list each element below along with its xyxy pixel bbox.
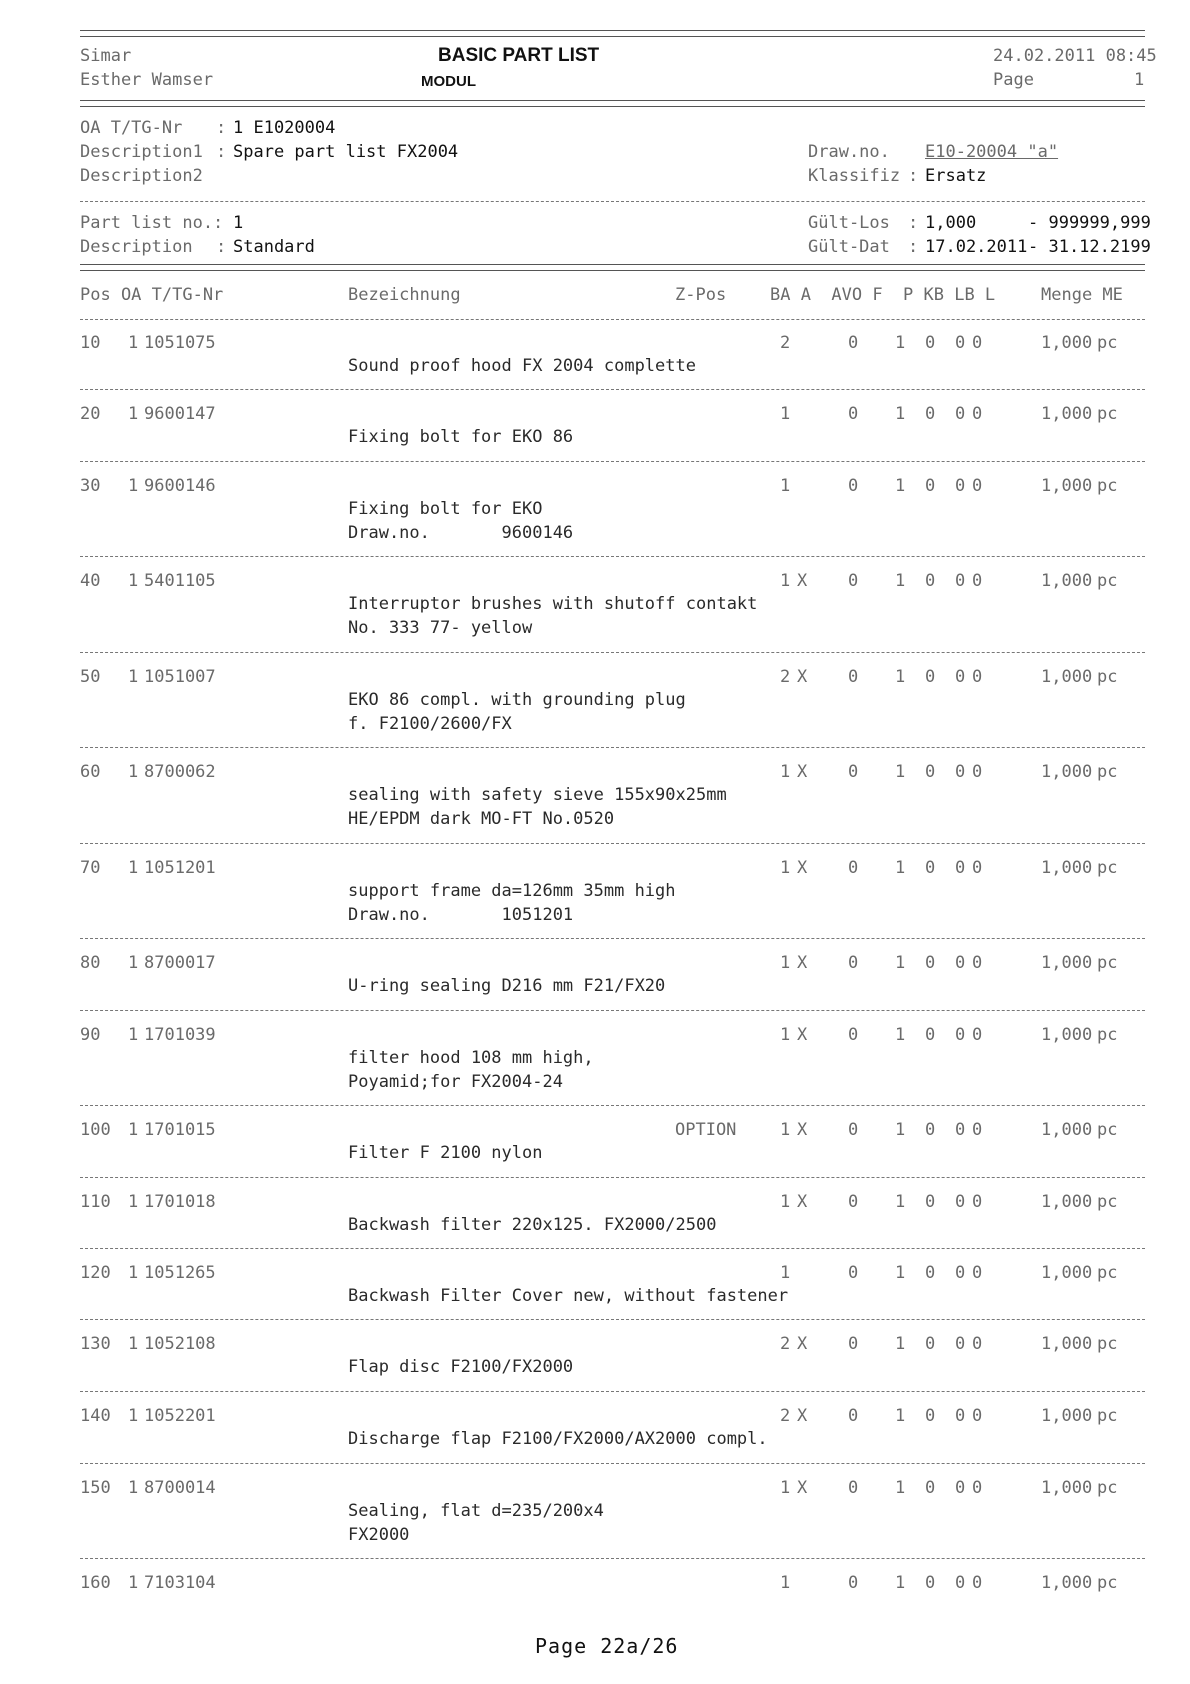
validity-lot-to: - 999999,999 (1028, 213, 1151, 233)
row-oa: 1 (128, 1120, 139, 1140)
row-avo: 0 (848, 953, 859, 973)
row-avo: 0 (848, 1025, 859, 1045)
row-position: 30 (80, 476, 101, 496)
row-kb: 0 (925, 333, 936, 353)
row-unit: pc (1097, 667, 1118, 687)
row-part-number: 8700062 (144, 762, 216, 782)
columns-dashed-rule (80, 319, 1145, 320)
row-avo: 0 (848, 1263, 859, 1283)
row-avo: 0 (848, 333, 859, 353)
row-unit: pc (1097, 1263, 1118, 1283)
row-lb: 0 (955, 1478, 966, 1498)
validity-date-colon: : (908, 237, 919, 257)
row-avo: 0 (848, 1192, 859, 1212)
row-avo: 0 (848, 858, 859, 878)
row-unit: pc (1097, 1406, 1118, 1426)
row-ba: 2 (780, 1334, 791, 1354)
description-value: Standard (233, 237, 315, 257)
row-l: 0 (972, 1478, 983, 1498)
drawing-number-value: E10-20004 "a" (925, 142, 1059, 162)
row-description-line: Flap disc F2100/FX2000 (348, 1357, 574, 1377)
row-ba: 1 (780, 1192, 791, 1212)
row-kb: 0 (925, 1025, 936, 1045)
row-oa: 1 (128, 1478, 139, 1498)
row-separator (80, 1105, 1145, 1106)
row-unit: pc (1097, 1120, 1118, 1140)
row-kb: 0 (925, 1478, 936, 1498)
row-l: 0 (972, 1406, 983, 1426)
row-unit: pc (1097, 476, 1118, 496)
drawing-number-label: Draw.no. (808, 142, 890, 162)
row-l: 0 (972, 762, 983, 782)
row-lb: 0 (955, 1334, 966, 1354)
row-ba: 2 (780, 1406, 791, 1426)
document-title: BASIC PART LIST (438, 45, 600, 66)
row-oa: 1 (128, 571, 139, 591)
row-a-flag: X (797, 1478, 808, 1498)
info-dashed-rule (80, 201, 1145, 202)
row-description-line: Backwash Filter Cover new, without fastener (348, 1286, 789, 1306)
oa-colon: : (216, 118, 227, 138)
row-quantity: 1,000 (1041, 404, 1093, 424)
row-unit: pc (1097, 1334, 1118, 1354)
classification-label: Klassifiz (808, 166, 901, 186)
classification-colon: : (908, 166, 919, 186)
row-p: 1 (895, 953, 906, 973)
row-part-number: 1052108 (144, 1334, 216, 1354)
row-position: 70 (80, 858, 101, 878)
row-kb: 0 (925, 1192, 936, 1212)
row-part-number: 1701015 (144, 1120, 216, 1140)
row-quantity: 1,000 (1041, 1192, 1093, 1212)
row-p: 1 (895, 858, 906, 878)
row-separator (80, 747, 1145, 748)
row-quantity: 1,000 (1041, 953, 1093, 973)
row-p: 1 (895, 1192, 906, 1212)
row-part-number: 7103104 (144, 1573, 216, 1593)
oa-label: OA T/TG-Nr (80, 118, 183, 138)
row-kb: 0 (925, 1334, 936, 1354)
row-a-flag: X (797, 762, 808, 782)
row-kb: 0 (925, 404, 936, 424)
row-ba: 2 (780, 333, 791, 353)
columns-double-rule (80, 264, 1145, 271)
row-ba: 1 (780, 1263, 791, 1283)
row-position: 120 (80, 1263, 111, 1283)
row-unit: pc (1097, 1478, 1118, 1498)
row-unit: pc (1097, 858, 1118, 878)
row-separator (80, 1558, 1145, 1559)
row-lb: 0 (955, 333, 966, 353)
row-part-number: 1051075 (144, 333, 216, 353)
row-ba: 1 (780, 404, 791, 424)
row-description-line: Interruptor brushes with shutoff contakt (348, 594, 758, 614)
row-a-flag: X (797, 1334, 808, 1354)
row-a-flag: X (797, 571, 808, 591)
row-oa: 1 (128, 1406, 139, 1426)
row-quantity: 1,000 (1041, 1025, 1093, 1045)
row-avo: 0 (848, 1478, 859, 1498)
row-lb: 0 (955, 858, 966, 878)
row-a-flag: X (797, 953, 808, 973)
column-header-zpos: Z-Pos (675, 285, 727, 305)
row-unit: pc (1097, 1573, 1118, 1593)
row-lb: 0 (955, 762, 966, 782)
row-kb: 0 (925, 667, 936, 687)
row-unit: pc (1097, 953, 1118, 973)
row-ba: 1 (780, 476, 791, 496)
row-l: 0 (972, 333, 983, 353)
validity-lot-label: Gült-Los (808, 213, 890, 233)
validity-date-from: 17.02.2011 (925, 237, 1028, 257)
row-position: 40 (80, 571, 101, 591)
row-avo: 0 (848, 1334, 859, 1354)
row-unit: pc (1097, 404, 1118, 424)
row-l: 0 (972, 667, 983, 687)
row-unit: pc (1097, 571, 1118, 591)
row-avo: 0 (848, 1120, 859, 1140)
row-part-number: 1701018 (144, 1192, 216, 1212)
row-quantity: 1,000 (1041, 762, 1093, 782)
row-separator (80, 1391, 1145, 1392)
row-unit: pc (1097, 333, 1118, 353)
row-position: 100 (80, 1120, 111, 1140)
row-part-number: 1051007 (144, 667, 216, 687)
row-position: 50 (80, 667, 101, 687)
row-l: 0 (972, 1192, 983, 1212)
row-description-line: Discharge flap F2100/FX2000/AX2000 compl. (348, 1429, 768, 1449)
row-l: 0 (972, 1120, 983, 1140)
row-l: 0 (972, 953, 983, 973)
row-p: 1 (895, 1025, 906, 1045)
row-oa: 1 (128, 1334, 139, 1354)
row-separator (80, 1463, 1145, 1464)
row-description-line: U-ring sealing D216 mm F21/FX20 (348, 976, 666, 996)
row-separator (80, 1177, 1145, 1178)
row-separator (80, 389, 1145, 390)
row-ba: 1 (780, 571, 791, 591)
column-header-quantity: Menge ME (1041, 285, 1123, 305)
row-p: 1 (895, 1263, 906, 1283)
row-lb: 0 (955, 1263, 966, 1283)
row-description-line: Sound proof hood FX 2004 complette (348, 356, 696, 376)
column-header-description: Bezeichnung (348, 285, 461, 305)
page-number: 1 (1134, 70, 1145, 90)
row-kb: 0 (925, 858, 936, 878)
part-list-number-label: Part list no.: (80, 213, 224, 233)
description1-colon: : (216, 142, 227, 162)
row-position: 80 (80, 953, 101, 973)
row-position: 60 (80, 762, 101, 782)
row-a-flag: X (797, 1120, 808, 1140)
row-a-flag: X (797, 1406, 808, 1426)
row-quantity: 1,000 (1041, 333, 1093, 353)
header-double-rule (80, 100, 1145, 107)
validity-date-to: - 31.12.2199 (1028, 237, 1151, 257)
row-description-line: filter hood 108 mm high, (348, 1048, 594, 1068)
row-kb: 0 (925, 1573, 936, 1593)
row-lb: 0 (955, 1406, 966, 1426)
row-description-line: Fixing bolt for EKO (348, 499, 543, 519)
row-separator (80, 938, 1145, 939)
row-p: 1 (895, 762, 906, 782)
row-l: 0 (972, 858, 983, 878)
row-kb: 0 (925, 476, 936, 496)
row-p: 1 (895, 1478, 906, 1498)
row-unit: pc (1097, 1025, 1118, 1045)
row-p: 1 (895, 1406, 906, 1426)
row-description-line: Backwash filter 220x125. FX2000/2500 (348, 1215, 717, 1235)
row-part-number: 9600146 (144, 476, 216, 496)
row-ba: 1 (780, 762, 791, 782)
row-p: 1 (895, 476, 906, 496)
row-lb: 0 (955, 404, 966, 424)
row-part-number: 1701039 (144, 1025, 216, 1045)
row-unit: pc (1097, 762, 1118, 782)
row-ba: 1 (780, 1120, 791, 1140)
row-p: 1 (895, 571, 906, 591)
row-quantity: 1,000 (1041, 1573, 1093, 1593)
row-quantity: 1,000 (1041, 1334, 1093, 1354)
page-label: Page (993, 70, 1034, 90)
row-oa: 1 (128, 1025, 139, 1045)
row-part-number: 9600147 (144, 404, 216, 424)
document-subtitle: MODUL (421, 73, 476, 90)
row-description-line: HE/EPDM dark MO-FT No.0520 (348, 809, 615, 829)
oa-value: 1 E1020004 (233, 118, 336, 138)
row-quantity: 1,000 (1041, 571, 1093, 591)
row-ba: 1 (780, 1025, 791, 1045)
row-part-number: 1051265 (144, 1263, 216, 1283)
row-p: 1 (895, 667, 906, 687)
classification-value: Ersatz (925, 166, 987, 186)
row-quantity: 1,000 (1041, 1120, 1093, 1140)
row-kb: 0 (925, 1406, 936, 1426)
part-list-number-value: 1 (233, 213, 244, 233)
row-part-number: 1052201 (144, 1406, 216, 1426)
row-oa: 1 (128, 1192, 139, 1212)
row-lb: 0 (955, 1025, 966, 1045)
row-ba: 1 (780, 1478, 791, 1498)
company-name: Simar (80, 46, 132, 66)
row-ba: 1 (780, 858, 791, 878)
row-position: 110 (80, 1192, 111, 1212)
row-oa: 1 (128, 333, 139, 353)
row-description-line: sealing with safety sieve 155x90x25mm (348, 785, 727, 805)
row-separator (80, 843, 1145, 844)
row-position: 160 (80, 1573, 111, 1593)
row-l: 0 (972, 404, 983, 424)
row-oa: 1 (128, 1573, 139, 1593)
row-quantity: 1,000 (1041, 858, 1093, 878)
row-kb: 0 (925, 953, 936, 973)
row-quantity: 1,000 (1041, 1263, 1093, 1283)
row-lb: 0 (955, 1192, 966, 1212)
row-part-number: 5401105 (144, 571, 216, 591)
row-avo: 0 (848, 667, 859, 687)
row-avo: 0 (848, 762, 859, 782)
row-description-line: Fixing bolt for EKO 86 (348, 427, 574, 447)
row-avo: 0 (848, 404, 859, 424)
row-description-line: Draw.no. 1051201 (348, 905, 574, 925)
row-lb: 0 (955, 1120, 966, 1140)
row-ba: 1 (780, 1573, 791, 1593)
row-zpos: OPTION (675, 1120, 737, 1140)
row-part-number: 8700014 (144, 1478, 216, 1498)
row-description-line: support frame da=126mm 35mm high (348, 881, 676, 901)
row-lb: 0 (955, 667, 966, 687)
row-description-line: Filter F 2100 nylon (348, 1143, 543, 1163)
row-quantity: 1,000 (1041, 667, 1093, 687)
column-header-pos: Pos OA T/TG-Nr (80, 285, 224, 305)
row-kb: 0 (925, 1120, 936, 1140)
description2-label: Description2 (80, 166, 203, 186)
row-lb: 0 (955, 476, 966, 496)
row-description-line: Poyamid;for FX2004-24 (348, 1072, 563, 1092)
row-kb: 0 (925, 1263, 936, 1283)
description1-label: Description1 (80, 142, 203, 162)
validity-lot-colon: : (908, 213, 919, 233)
row-description-line: FX2000 (348, 1525, 410, 1545)
row-lb: 0 (955, 1573, 966, 1593)
row-description-line: EKO 86 compl. with grounding plug (348, 690, 686, 710)
row-l: 0 (972, 1025, 983, 1045)
row-l: 0 (972, 1263, 983, 1283)
row-oa: 1 (128, 1263, 139, 1283)
row-p: 1 (895, 333, 906, 353)
row-description-line: Draw.no. 9600146 (348, 523, 574, 543)
row-part-number: 1051201 (144, 858, 216, 878)
row-p: 1 (895, 1120, 906, 1140)
row-separator (80, 461, 1145, 462)
row-oa: 1 (128, 476, 139, 496)
row-l: 0 (972, 571, 983, 591)
row-position: 90 (80, 1025, 101, 1045)
row-avo: 0 (848, 476, 859, 496)
description-colon: : (216, 237, 227, 257)
row-separator (80, 556, 1145, 557)
row-l: 0 (972, 476, 983, 496)
row-avo: 0 (848, 1406, 859, 1426)
row-a-flag: X (797, 858, 808, 878)
row-position: 140 (80, 1406, 111, 1426)
row-oa: 1 (128, 667, 139, 687)
row-ba: 2 (780, 667, 791, 687)
row-avo: 0 (848, 1573, 859, 1593)
row-ba: 1 (780, 953, 791, 973)
top-double-rule (80, 30, 1145, 37)
row-part-number: 8700017 (144, 953, 216, 973)
row-oa: 1 (128, 404, 139, 424)
row-oa: 1 (128, 858, 139, 878)
row-oa: 1 (128, 762, 139, 782)
row-description-line: Sealing, flat d=235/200x4 (348, 1501, 604, 1521)
row-quantity: 1,000 (1041, 476, 1093, 496)
validity-lot-from: 1,000 (925, 213, 977, 233)
row-quantity: 1,000 (1041, 1406, 1093, 1426)
column-header-flags: BA A AVO F P KB LB L (770, 285, 996, 305)
row-l: 0 (972, 1334, 983, 1354)
row-position: 10 (80, 333, 101, 353)
user-name: Esther Wamser (80, 70, 214, 90)
row-separator (80, 1248, 1145, 1249)
row-quantity: 1,000 (1041, 1478, 1093, 1498)
row-unit: pc (1097, 1192, 1118, 1212)
row-position: 150 (80, 1478, 111, 1498)
row-lb: 0 (955, 953, 966, 973)
row-p: 1 (895, 1334, 906, 1354)
description-label: Description (80, 237, 193, 257)
row-description-line: f. F2100/2600/FX (348, 714, 512, 734)
row-description-line: No. 333 77- yellow (348, 618, 533, 638)
row-position: 130 (80, 1334, 111, 1354)
row-avo: 0 (848, 571, 859, 591)
row-separator (80, 652, 1145, 653)
row-separator (80, 1010, 1145, 1011)
row-p: 1 (895, 404, 906, 424)
row-a-flag: X (797, 1192, 808, 1212)
row-a-flag: X (797, 667, 808, 687)
validity-date-label: Gült-Dat (808, 237, 890, 257)
row-separator (80, 1319, 1145, 1320)
row-oa: 1 (128, 953, 139, 973)
row-p: 1 (895, 1573, 906, 1593)
row-l: 0 (972, 1573, 983, 1593)
row-lb: 0 (955, 571, 966, 591)
row-a-flag: X (797, 1025, 808, 1045)
row-position: 20 (80, 404, 101, 424)
row-kb: 0 (925, 762, 936, 782)
description1-value: Spare part list FX2004 (233, 142, 459, 162)
row-kb: 0 (925, 571, 936, 591)
footer-page-number: Page 22a/26 (535, 1634, 679, 1658)
print-datetime: 24.02.2011 08:45 (993, 46, 1157, 66)
